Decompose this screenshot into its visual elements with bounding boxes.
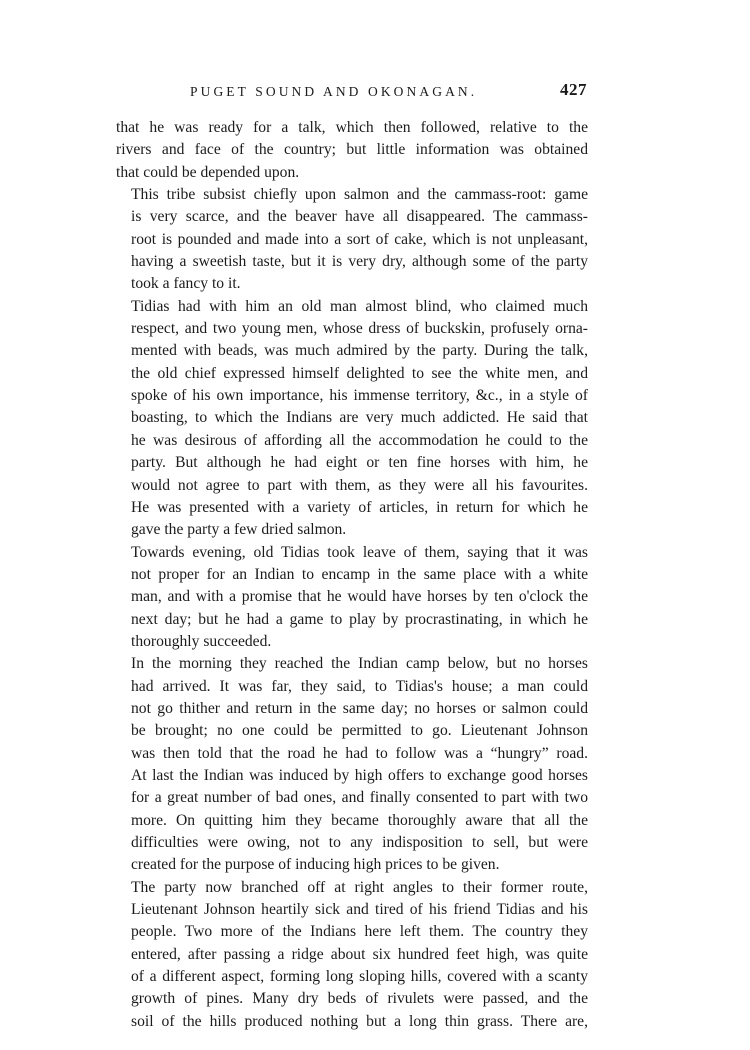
text-line: mented with beads, was much admired by the party. During the talk,	[131, 342, 588, 360]
text-line: Tidias had with him an old man almost blind, who claimed much	[131, 297, 588, 315]
text-line: was then told that the road he had to follow was a “hungry” road.	[131, 744, 588, 762]
text-line: Lieutenant Johnson heartily sick and tired of his friend Tidias and his	[131, 901, 588, 919]
text-line: difficulties were owing, not to any indisposition to sell, but were	[131, 834, 588, 851]
text-line: respect, and two young men, whose dress of buckskin, profusely orna-	[131, 320, 588, 338]
text-line: took a fancy to it.	[131, 275, 241, 293]
text-line: would not agree to part with them, as they were all his favourites.	[131, 476, 588, 494]
text-line: growth of pines. Many dry beds of rivulets were passed, and the	[131, 990, 588, 1008]
text-line: man, and with a promise that he would have horses by ten o'clock the	[131, 588, 588, 606]
text-line: rivers and face of the country; but little information was obtained	[116, 141, 588, 159]
text-line: not proper for an Indian to encamp in the same place with a white	[131, 565, 588, 583]
text-line: had arrived. It was far, they said, to Tidias's house; a man could	[131, 677, 588, 695]
text-line: people. Two more of the Indians here left them. The country they	[131, 923, 588, 941]
text-line: soil of the hills produced nothing but a long thin grass. There are,	[131, 1012, 588, 1030]
text-line: spoke of his own importance, his immense territory, &c., in a style of	[131, 387, 588, 405]
page-number: 427	[560, 80, 587, 99]
text-line: having a sweetish taste, but it is very dry, although some of the party	[131, 253, 588, 271]
text-line: gave the party a few dried salmon.	[131, 521, 347, 539]
paragraph	[116, 296, 588, 542]
body-text	[116, 117, 588, 1033]
text-line: more. On quitting him they became thoroughly aware that all the	[131, 811, 588, 829]
text-line: root is pounded and made into a sort of cake, which is not unpleasant,	[131, 230, 588, 248]
running-title: PUGET SOUND AND OKONAGAN.	[190, 84, 478, 99]
text-line: for a great number of bad ones, and finally consented to part with two	[131, 789, 588, 807]
text-line: he was desirous of affording all the accommodation he could to the	[131, 431, 588, 449]
text-line: He was presented with a variety of articles, in return for which he	[131, 498, 588, 516]
text-line: of a different aspect, forming long sloping hills, covered with a scanty	[131, 968, 588, 986]
text-line: the old chief expressed himself delighted to see the white men, and	[131, 364, 588, 382]
text-line: Towards evening, old Tidias took leave of them, saying that it was	[131, 543, 588, 561]
text-line: At last the Indian was induced by high offers to exchange good horses	[131, 766, 588, 784]
paragraph	[116, 877, 588, 1033]
text-line: not go thither and return in the same day; no horses or salmon could	[131, 699, 588, 717]
text-line: that could be depended upon.	[116, 163, 300, 181]
text-line: thoroughly succeeded.	[131, 632, 272, 650]
text-line: entered, after passing a ridge about six hundred feet high, was quite	[131, 945, 588, 963]
paragraph	[116, 542, 588, 654]
text-line: that he was ready for a talk, which then followed, relative to the	[116, 119, 588, 136]
text-line: party. But although he had eight or ten fine horses with him, he	[131, 454, 588, 472]
paragraph	[116, 117, 588, 184]
text-line: is very scarce, and the beaver have all disappeared. The cammass-	[131, 208, 588, 226]
paragraph	[116, 184, 588, 296]
text-line: The party now branched off at right angles to their former route,	[131, 878, 588, 896]
text-line: This tribe subsist chiefly upon salmon and the cammass-root: game	[131, 186, 588, 204]
text-line: created for the purpose of inducing high prices to be given.	[131, 856, 500, 874]
running-head	[0, 80, 750, 108]
paragraph	[116, 653, 588, 876]
text-line: next day; but he had a game to play by procrastinating, in which he	[131, 610, 588, 628]
text-line: be brought; no one could be permitted to go. Lieutenant Johnson	[131, 722, 588, 740]
text-line: boasting, to which the Indians are very much addicted. He said that	[131, 409, 588, 427]
text-line: In the morning they reached the Indian camp below, but no horses	[131, 655, 588, 673]
